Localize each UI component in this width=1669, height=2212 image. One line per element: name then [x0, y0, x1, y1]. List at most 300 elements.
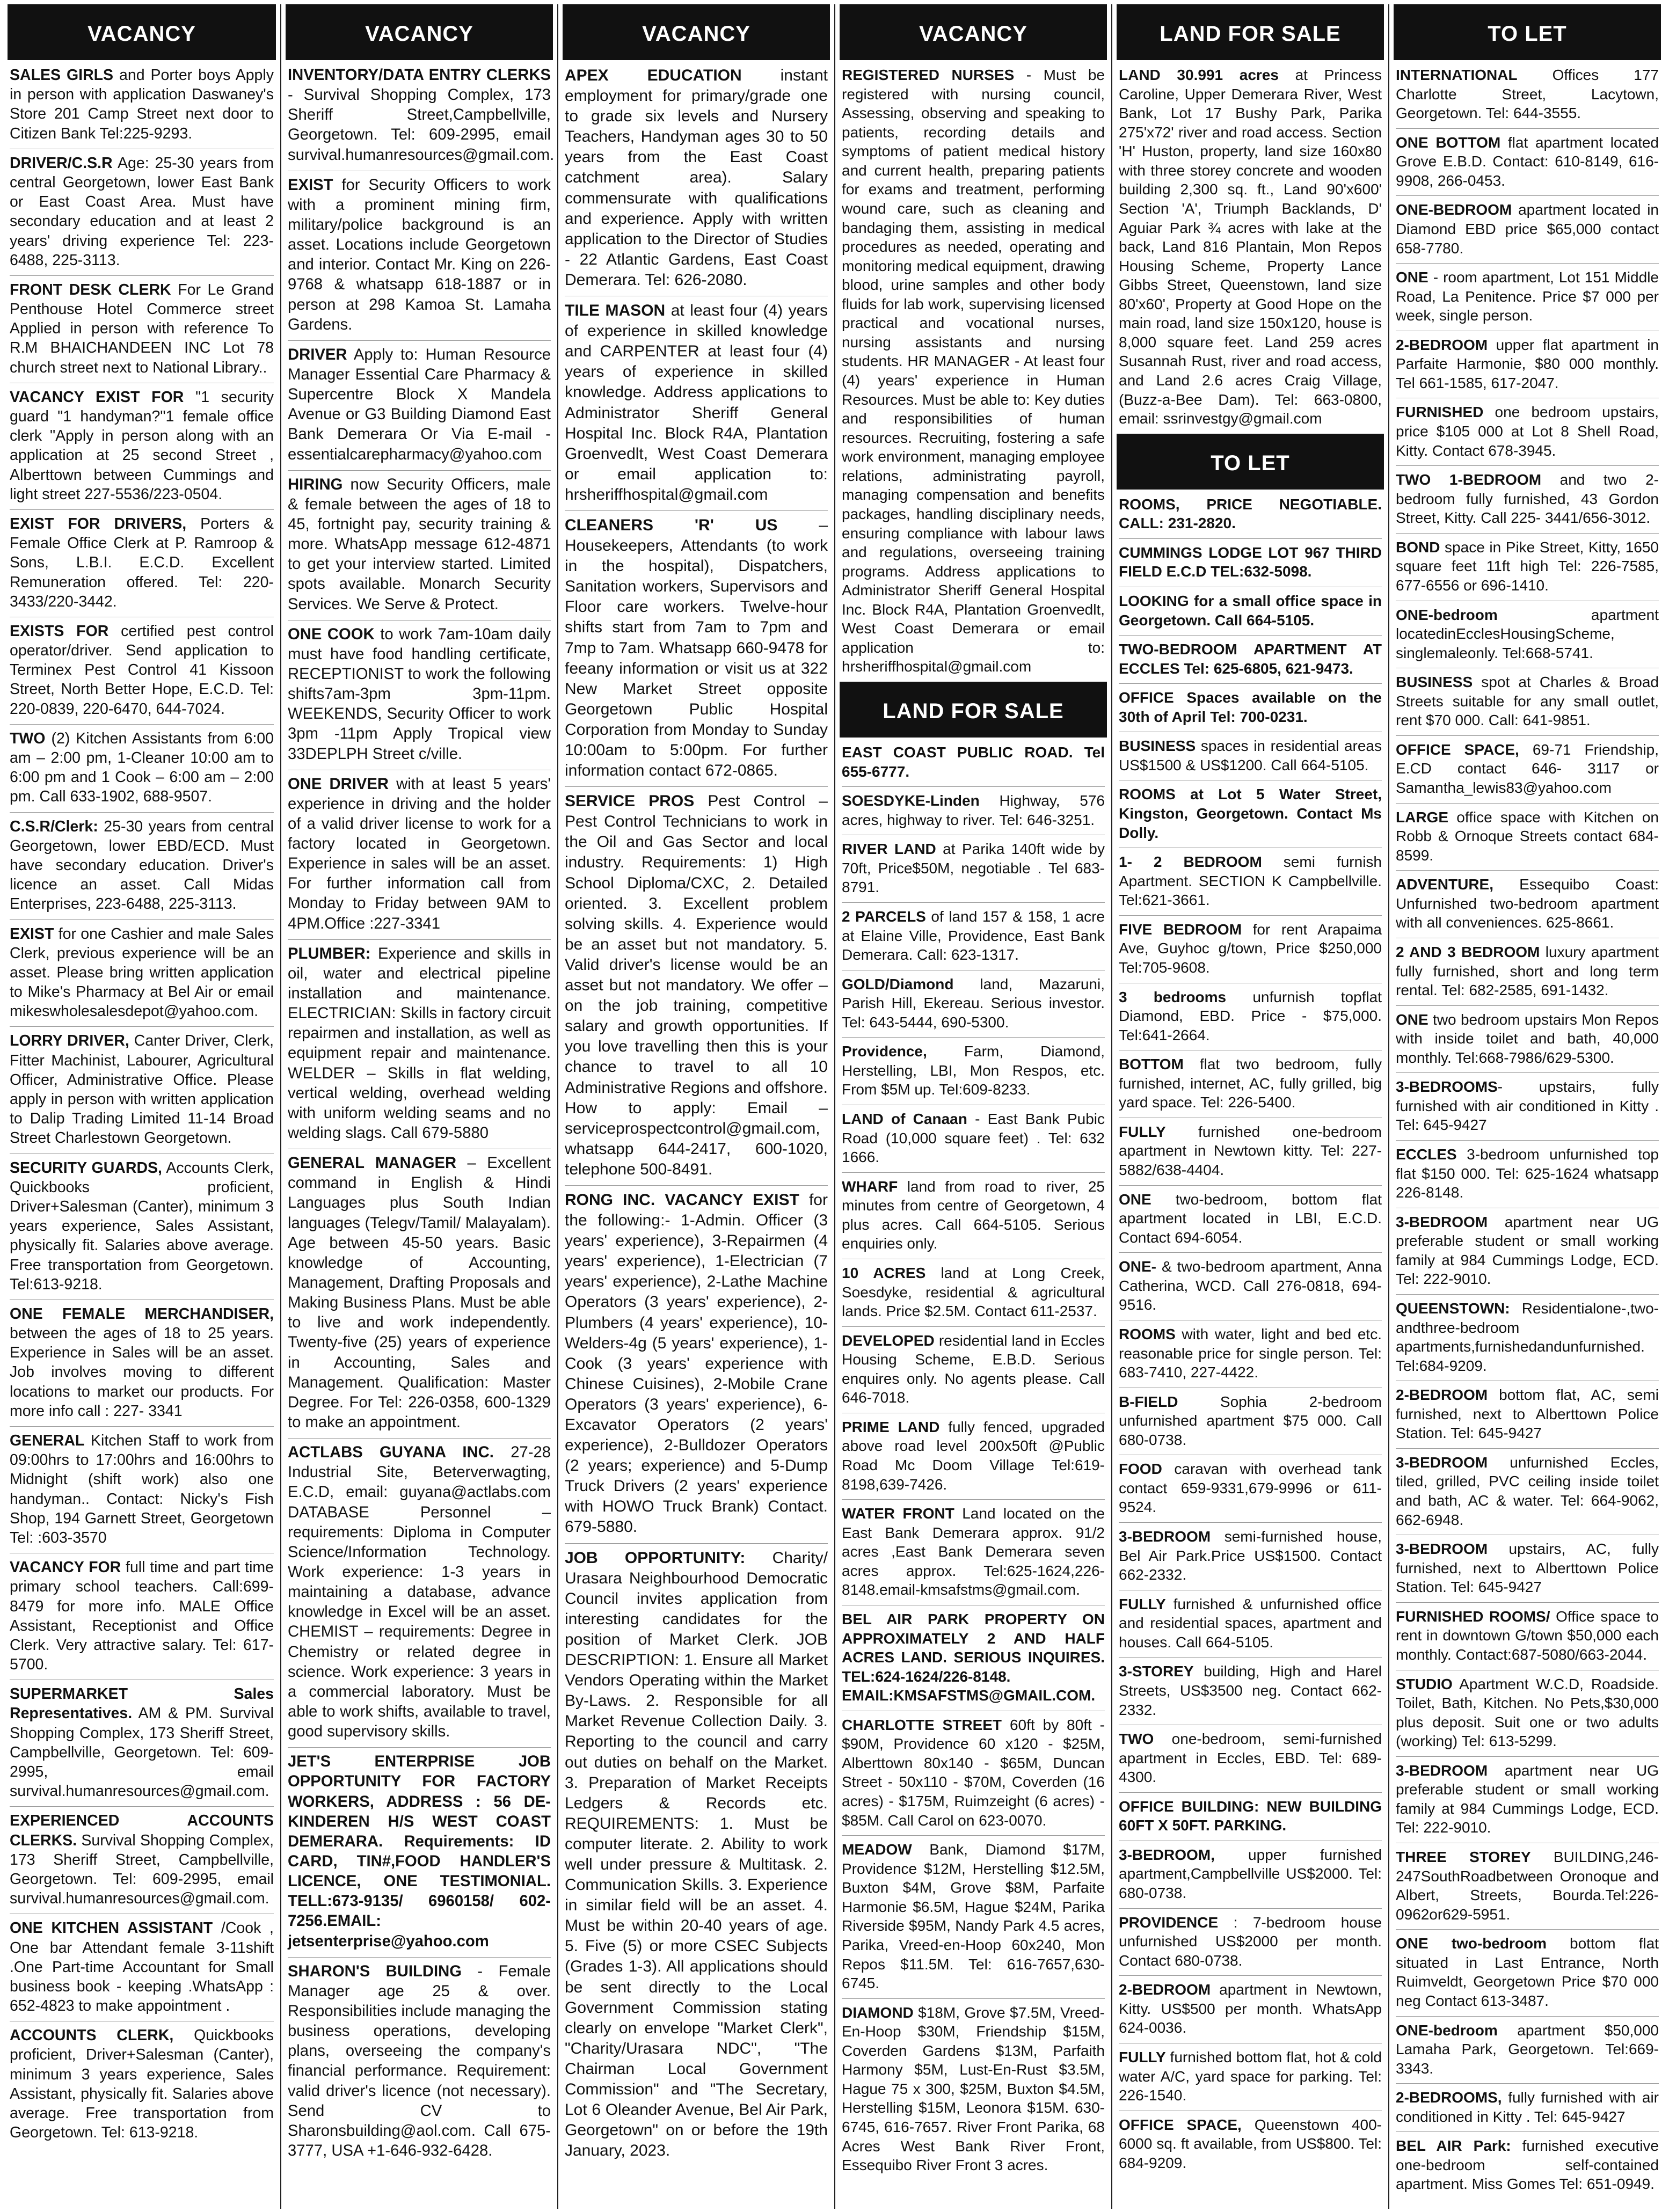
ad-headline: FULLY [1119, 2048, 1166, 2065]
ad-headline: SALES GIRLS [10, 67, 114, 84]
ad-headline: FURNISHED [1396, 404, 1484, 421]
classified-ad [1396, 1010, 1659, 1070]
ad-body: and two 2-bedroom fully furnished, 43 Gordon Street, Kitty. Call 225- 3441/656-3012. [1396, 471, 1659, 527]
classified-ad [288, 1443, 551, 1744]
ad-body: to work 7am-10am daily must have food handling certificate, RECEPTIONIST to work the following shifts7am-3pm 3pm-11pm. WEEKENDS, Security Officer to work 3pm -11pm Apply Tropical view 33DEPLPH Street c/ville. [288, 625, 551, 763]
classified-ad [1396, 605, 1659, 665]
ad-headline: 3-BEDROOM [1396, 1541, 1488, 1558]
ad-body: of land 157 & 158, 1 acre at Elaine Ville, Providence, East Bank Demerara. Call: 623-1317. [842, 908, 1105, 963]
ad-headline: GOLD/Diamond [842, 975, 954, 992]
ad-divider [1396, 2083, 1659, 2084]
classified-ad [842, 1109, 1105, 1169]
ad-headline: 2-BEDROOM [1396, 336, 1488, 353]
ad-body: one bedroom upstairs, price $105 000 at Lot 8 Shell Road, Kitty. Contact 678-3945. [1396, 404, 1659, 459]
ad-body: apartment near UG preferable student or small working family at 984 Cummings Lodge, ECD. Tel: 222-9010. [1396, 1762, 1659, 1836]
classified-ad [1396, 538, 1659, 597]
ad-headline: 3 bedrooms [1119, 988, 1227, 1005]
ad-body: two bedroom upstairs Mon Repos with inside toilet and bath, 40,000 monthly. Tel:668-7986/629-5300. [1396, 1011, 1659, 1066]
classified-ad [842, 1177, 1105, 1255]
ad-headline: TWO [10, 729, 46, 747]
ad-body: For Le Grand Penthouse Hotel Commerce street Applied in person with reference To R.M BHAICHANDEEN INC Lot 78 church street next to National Library.. [10, 281, 274, 376]
ad-headline: 2 AND 3 BEDROOM [1396, 943, 1540, 960]
ad-headline: ROOMS [1119, 1325, 1176, 1342]
ad-body: AM & PM. Survival Shopping Complex, 173 Sheriff Street, Campbellville, Georgetown. Tel: 609-2995, email survival.humanresources@gmail.com. [10, 1705, 274, 1800]
ad-divider [1396, 195, 1659, 196]
ad-body: unfurnished Eccles, tiled, grilled, PVC ceiling inside toilet and bath, AC & water. Tel: 664-9062, 662-6948. [1396, 1454, 1659, 1528]
ad-headline: ONE [1396, 1011, 1429, 1028]
ad-headline: ROOMS at Lot 5 Water Street, Kingston, Georgetown. Contact Ms Dolly. [1119, 786, 1382, 841]
ad-headline: TILE MASON [565, 302, 666, 320]
ad-body: now Security Officers, male & female between the ages of 18 to 45, fortnight pay, security training & more. WhatsApp message 612-4871 to get your interview started. Limited spots available. Monarch Security Services. We Serve & Protect. [288, 476, 551, 613]
classified-ad [565, 515, 828, 783]
classified-ad [842, 1042, 1105, 1101]
classified-ad [1396, 1077, 1659, 1137]
classified-ad [10, 1031, 274, 1150]
classified-ad [1119, 1325, 1382, 1384]
ad-divider [10, 724, 274, 725]
classified-ad [1119, 988, 1382, 1047]
ad-headline: FOOD [1119, 1461, 1162, 1478]
ad-headline: JET'S ENTERPRISE JOB OPPORTUNITY FOR FACTORY WORKERS, ADDRESS : 56 DE-KINDEREN H/S WEST COAST DEMERARA. Requirements: ID CARD, TIN#,FOOD HANDLER'S LICENCE, ONE TESTIMONIAL. TELL:673-9135/ 6960158/ 602-7256.EMAIL: jetsenterprise@yahoo.com [288, 1753, 551, 1950]
ad-body: fully fenced, upgraded above road level 200x50ft @Public Road Mc Doom Village Tel:619-8198,639-7426. [842, 1418, 1105, 1493]
section-header: TO LET [1117, 434, 1384, 490]
ad-body: luxury apartment fully furnished, short and long term rental. Tel: 682-2585, 691-1432. [1396, 943, 1659, 999]
ad-body: Pest Control – Pest Control Technicians to work in the Oil and Gas Sector and local industry. Requirements: 1) High School Diploma/CXC, 2. Detailed oriented. 3. Excellent problem solving skills. 4. Experience would be an asset but not mandatory. 5. Valid driver's license would be an asset but not mandatory. We offer – on the job training, competitive salary and growth opportunities. If you love travelling then this is your chance to travel to all 10 Administrative Regions and offshore. How to apply: Email – serviceprospectcontrol@gmail.com, whatsapp 644-2417, 600-1020, telephone 500-8491. [565, 792, 828, 1178]
ad-headline: 3-BEDROOM [1396, 1762, 1488, 1779]
section-header: TO LET [1394, 4, 1661, 60]
ad-divider [1119, 1252, 1382, 1253]
ad-body: furnished executive one-bedroom self-contained apartment. Miss Gomes Tel: 651-0949. [1396, 2137, 1659, 2193]
ad-divider [288, 340, 551, 341]
classified-ad [288, 475, 551, 617]
ad-body: upper flat apartment in Parfaite Harmonie, $80 000 monthly. Tel 661-1585, 617-2047. [1396, 336, 1659, 391]
ad-headline: ECCLES [1396, 1146, 1457, 1163]
classified-ad [1119, 736, 1382, 777]
column-4 [834, 4, 1111, 2209]
ad-body: 25-30 years from central Georgetown, lower EBD/ECD. Must have secondary education. Driver's licence an asset. Call Midas Enterprises, 223-6488, 225-3113. [10, 817, 274, 913]
ad-headline: ONE BOTTOM [1396, 134, 1501, 151]
ad-divider [288, 939, 551, 940]
classified-ad [842, 1840, 1105, 1995]
classified-ad [1119, 1662, 1382, 1721]
ad-divider [1396, 1929, 1659, 1930]
ad-headline: WATER FRONT [842, 1505, 954, 1522]
ad-body: furnished one-bedroom apartment in Newtown kitty. Tel: 227-5882/638-4404. [1119, 1123, 1382, 1178]
ad-headline: RONG INC. VACANCY EXIST [565, 1191, 799, 1209]
classified-ad [565, 65, 828, 293]
ad-divider [288, 1747, 551, 1748]
ad-headline: ONE two-bedroom [1396, 1935, 1547, 1952]
ad-divider [1119, 683, 1382, 684]
classified-ad [842, 1331, 1105, 1410]
classified-ad [1119, 1913, 1382, 1973]
ad-divider [842, 1326, 1105, 1327]
ad-headline: OFFICE BUILDING: NEW BUILDING 60FT X 50FT. PARKING. [1119, 1798, 1382, 1834]
classified-ad [842, 65, 1105, 678]
ad-headline: 3-BEDROOMS [1396, 1078, 1498, 1096]
classified-ad [565, 301, 828, 507]
column-6 [1388, 4, 1665, 2209]
ad-body: instant employment for primary/grade one to grade six levels and Nursery Teachers, Handyman ages 30 to 50 years from the East Coast catchment area). Salary commensurate with qualifications and experience. Apply with written application to the Director of Studies - 22 Atlantic Gardens, East Coast Demerara. Tel: 626-2080. [565, 67, 828, 289]
ad-headline: GENERAL [10, 1432, 85, 1449]
ads-list [565, 65, 828, 2163]
ad-body: Highway, 576 acres, highway to river. Tel: 646-3251. [842, 792, 1105, 828]
ad-body: fully furnished with air conditioned in Kitty . Tel: 645-9427 [1396, 2089, 1659, 2125]
ad-divider [288, 1957, 551, 1958]
ad-body: furnished & unfurnished office and residential spaces, apartment and houses. Call 664-5105. [1119, 1595, 1382, 1651]
ad-headline: FURNISHED ROOMS/ [1396, 1608, 1550, 1625]
ad-body: – Housekeepers, Attendants (to work in the hospital), Dispatchers, Sanitation workers, Supervisors and Floor care workers. Twelve-hour shifts start from 7am to 7pm and 7mp to 7am. Whatsapp 660-9478 for feeany information or visit us at 322 New Market Street opposite Georgetown Public Hospital Corporation from Monday to Sunday 10:00am to 5:00pm. For further information contact 672-0865. [565, 516, 828, 780]
ad-divider [1396, 1072, 1659, 1073]
ad-headline: ONE DRIVER [288, 775, 389, 793]
ad-divider [1119, 1522, 1382, 1523]
classified-ad [288, 775, 551, 936]
ad-body: Kitchen Staff to work from 09:00hrs to 17:00hrs and 16:00hrs to Midnight (shift work) also one handyman.. Contact: Nicky's Fish Shop, 194 Garnett Street, Georgetown Tel: :603-3570 [10, 1432, 274, 1546]
classified-ad [1396, 1299, 1659, 1377]
ads-list [1396, 65, 1659, 2196]
classified-ad [1396, 268, 1659, 327]
ad-headline: C.S.R/Clerk: [10, 817, 98, 835]
ad-body: Survival Shopping Complex, 173 Sheriff Street, Campbellville, Georgetown. Tel: 609-2995, email survival.humanresources@gmail.com. [10, 1831, 274, 1908]
ad-divider [1396, 1140, 1659, 1141]
ad-body: at Parika 140ft wide by 70ft, Price$50M, negotiable . Tel 683-8791. [842, 841, 1105, 896]
classified-ad [1396, 1453, 1659, 1531]
ad-headline: EXIST FOR DRIVERS, [10, 515, 187, 532]
ad-divider [10, 275, 274, 276]
ad-headline: SECURITY GUARDS, [10, 1159, 162, 1177]
ad-headline: 3-BEDROOM [1396, 1454, 1488, 1471]
ad-headline: ONE-bedroom [1396, 606, 1498, 623]
ad-headline: TWO-BEDROOM APARTMENT AT ECCLES Tel: 625-6805, 621-9473. [1119, 641, 1382, 677]
classified-ad [1119, 852, 1382, 912]
ad-headline: FULLY [1119, 1123, 1166, 1140]
ad-divider [10, 1426, 274, 1427]
ad-divider [10, 1026, 274, 1027]
ad-headline: SHARON'S BUILDING [288, 1962, 462, 1980]
ad-body: between the ages of 18 to 25 years. Experience in Sales will be an asset. Job involves moving to different locations to market our products. For more info call : 227- 3341 [10, 1325, 274, 1420]
classified-ad [1396, 740, 1659, 800]
ad-divider [1396, 735, 1659, 736]
ad-body: bottom flat, AC, semi furnished, next to Alberttown Police Station. Tel: 645-9427 [1396, 1386, 1659, 1442]
classified-ad [10, 1431, 274, 1550]
ad-body: for the following:- 1-Admin. Officer (3 years' experience), 3-Repairmen (4 years' experience), 1-Electrician (7 years' experience), 2-Lathe Machine Operators (3 years' experience), 2- Plumbers (4 years' experience), 10-Welders-4g (5 years' experience), 1-Cook (3 years' experience with Chinese Cuisines), 2-Mobile Crane Operators (3 years' experience), 6-Excavator Operators (2 years' experience), 2-Bulldozer Operators (2 years; experience) and 5-Dump Truck Drivers (2 years' experience with HOWO Truck Brank) Contact. 679-5880. [565, 1191, 828, 1536]
ads-list [288, 65, 555, 2163]
classified-ad [1396, 1213, 1659, 1291]
ad-body: apartment locatedinEcclesHousingScheme, singlemaleonly. Tel:668-5741. [1396, 606, 1659, 661]
ad-headline: STUDIO [1396, 1675, 1453, 1692]
classified-ad [1119, 1845, 1382, 1905]
ad-headline: BEL AIR PARK PROPERTY ON APPROXIMATELY 2 AND HALF ACRES LAND. SERIOUS INQUIRES. TEL:624-1624/226-8148. EMAIL:KMSAFSTMS@GMAIL.COM. [842, 1610, 1105, 1704]
ad-body: for Security Officers to work with a prominent mining firm, military/police background is an asset. Locations include Georgetown and interior. Contact Mr. King on 226-9768 & whatsapp 618-1887 or in person at 298 Kamoa St. Lamaha Gardens. [288, 176, 551, 333]
ad-headline: ONE-bedroom [1396, 2021, 1498, 2039]
ad-headline: ADVENTURE, [1396, 876, 1494, 893]
classified-ad [842, 1715, 1105, 1832]
classified-ad [1396, 200, 1659, 260]
ad-body: - room apartment, Lot 151 Middle Road, La Penitence. Price $7 000 per week, single person. [1396, 269, 1659, 324]
ad-body: land from road to river, 25 minutes from centre of Georgetown, 4 plus acres. Call 664-5105. Serious enquiries only. [842, 1178, 1105, 1252]
ad-headline: EXPERIENCED ACCOUNTS CLERKS. [10, 1812, 274, 1849]
ad-headline: PROVIDENCE [1119, 1914, 1219, 1931]
ad-body: Apartment W.C.D, Roadside. Toilet, Bath, Kitchen. No Pets,$30,000 plus deposit. Suit one or two adults (working) Tel: 613-5299. [1396, 1675, 1659, 1750]
ad-headline: ROOMS, PRICE NEGOTIABLE. CALL: 231-2820. [1119, 495, 1382, 532]
ad-headline: ONE- [1119, 1258, 1156, 1275]
section-header: VACANCY [840, 4, 1107, 60]
ad-body: Age: 25-30 years from central Georgetown, lower East Bank or East Coast Area. Must have secondary education and at least 2 years' driving experience Tel: 223-6488, 225-3113. [10, 154, 274, 269]
ad-divider [842, 1037, 1105, 1038]
classified-ad [288, 176, 551, 337]
classified-ad [1119, 1527, 1382, 1587]
ad-body: at least four (4) years of experience in skilled knowledge and CARPENTER at least four (4) years of experience in skilled knowledge. Address applications to Administrator Sheriff General Hospital Inc. Block R4A, Plantation Groenvedlt, West Coast Demerara or email application to: hrsheriffhospital@gmail.com [565, 302, 828, 503]
ad-headline: BUSINESS [1119, 738, 1196, 755]
ad-body: - Must be registered with nursing council, Assessing, observing and speaking to patients, recording details and symptoms of patient medical history and current health, preparing patients for exams and treatment, performing wound care, such as cleaning and bandaging them, assisting in medical procedures as needed, operating and monitoring medical equipment, drawing blood, urine samples and other body fluids for lab work, supervising licensed practical and vocational nurses, nursing assistants and nursing students. HR MANAGER - At least four (4) years' experience in Human Resources. Must be able to: Key duties and responsibilities of human resources. Recruiting, fostering a safe work environment, managing employee relations, administrating payroll, managing compensation and benefits packages, handling disciplinary needs, ensuring compliance with labour laws and regulations, overseeing training programs. Address applications to Administrator Sheriff General Hospital Inc. Block R4A, Plantation Groenvedlt, West Coast Demerara or email application to: hrsheriffhospital@gmail.com [842, 67, 1105, 675]
ad-body: with water, light and bed etc. reasonable price for single person. Tel: 683-7410, 227-4422. [1119, 1325, 1382, 1381]
classified-ad [1119, 1797, 1382, 1837]
ad-headline: 3-BEDROOM, [1119, 1846, 1215, 1863]
classified-ad [1396, 133, 1659, 193]
ad-body: /Cook , One bar Attendant female 3-11shift .One Part-time Accountant for Small business book - keeping .WhatsApp : 652-4823 to make appointment . [10, 1919, 274, 2015]
ad-headline: JOB OPPORTUNITY: [565, 1549, 746, 1567]
classified-ad [1396, 673, 1659, 732]
classified-ad [1119, 543, 1382, 583]
ad-divider [1396, 803, 1659, 804]
ad-headline: CLEANERS 'R' US [565, 516, 778, 534]
ad-headline: ONE [1119, 1191, 1151, 1208]
ad-body: caravan with overhead tank contact 659-9331,679-9996 or 611-9524. [1119, 1461, 1382, 1516]
ad-body: land, Mazaruni, Parish Hill, Ekereau. Serious investor. Tel: 643-5444, 690-5300. [842, 975, 1105, 1031]
ad-body: "1 security guard "1 handyman?"1 female office clerk "Apply in person along with an application at 25 second Street , Alberttown between Cummings and light street 227-5536/223-0504. [10, 388, 274, 503]
classified-ad [288, 1752, 551, 1953]
ad-divider [1396, 1756, 1659, 1757]
classified-ad [10, 729, 274, 809]
ad-headline: DIAMOND [842, 2004, 914, 2021]
classified-ad [842, 1418, 1105, 1496]
classified-ad [842, 907, 1105, 967]
classified-ad [1396, 1539, 1659, 1599]
ad-headline: EXIST [10, 925, 54, 943]
classified-ad [10, 1158, 274, 1296]
ad-body: Canter Driver, Clerk, Fitter Machinist, Labourer, Agricultural Officer, Administrative Office. Please apply in person with written application to Dalip Trading Limited 11-14 Broad Street Charlestown Georgetown. [10, 1032, 274, 1147]
ad-divider [565, 510, 828, 511]
ad-divider [1396, 1005, 1659, 1006]
classified-ad [1119, 495, 1382, 535]
ad-headline: DRIVER/C.S.R [10, 154, 113, 172]
ad-headline: VACANCY FOR [10, 1559, 121, 1576]
ad-divider [1396, 465, 1659, 466]
classified-ad [10, 1558, 274, 1676]
ad-divider [1119, 538, 1382, 539]
classified-ad [565, 1548, 828, 2164]
ad-headline: LOOKING for a small office space in Georgetown. Call 664-5105. [1119, 592, 1382, 629]
ad-headline: REGISTERED NURSES [842, 67, 1015, 83]
ad-headline: ONE COOK [288, 625, 375, 643]
ad-body: BUILDING,246-247SouthRoadbetween Oronoque and Albert, Streets, Bourda.Tel:226-0962or629-5951. [1396, 1849, 1659, 1923]
ad-body: Quickbooks proficient, Driver+Salesman (Canter), minimum 3 years experience, Sales Assistant, physically fit. Salaries above average. Free transportation from Georgetown. Tel: 613-9218. [10, 2027, 274, 2142]
classified-ad [842, 975, 1105, 1034]
ad-divider [1119, 1792, 1382, 1793]
ad-headline: ACTLABS GUYANA INC. [288, 1444, 494, 1462]
ad-body: Office space to rent in downtown G/town $50,000 each monthly. Contact:687-5080/663-2044. [1396, 1608, 1659, 1663]
ad-body: - Survival Shopping Complex, 173 Sheriff Street,Campbellville, Georgetown. Tel: 609-2995, email survival.humanresources@gmail.com. [288, 86, 555, 164]
ad-headline: LORRY DRIVER, [10, 1032, 129, 1050]
ad-headline: 2 PARCELS [842, 908, 926, 925]
classified-ad [1119, 1595, 1382, 1654]
ad-headline: Providence, [842, 1043, 927, 1060]
ad-headline: QUEENSTOWN: [1396, 1300, 1510, 1317]
ad-body: apartment located in Diamond EBD price $65,000 contact 658-7780. [1396, 201, 1659, 257]
ad-headline: WHARF [842, 1178, 898, 1195]
ad-divider [1119, 1908, 1382, 1909]
classified-ad [1119, 1729, 1382, 1789]
ad-headline: OFFICE Spaces available on the 30th of April Tel: 700-0231. [1119, 689, 1382, 725]
classified-ad [10, 817, 274, 916]
classified-ad [565, 791, 828, 1182]
ad-divider [288, 1438, 551, 1439]
classified-ad [842, 2003, 1105, 2177]
ad-headline: LAND of Canaan [842, 1111, 967, 1127]
ad-headline: HIRING [288, 476, 343, 493]
classified-ad [1119, 65, 1382, 430]
ad-headline: MEADOW [842, 1841, 912, 1858]
ad-headline: VACANCY EXIST FOR [10, 388, 184, 406]
ad-headline: EXISTS FOR [10, 622, 109, 640]
ad-body: land at Long Creek, Soesdyke, residential & agricultural lands. Price $2.5M. Contact 611-2537. [842, 1264, 1105, 1320]
ad-body: : 7-bedroom house unfurnished US$2000 per month. Contact 680-0738. [1119, 1914, 1382, 1969]
ad-body: at Princess Caroline, Upper Demerara River, West Bank, Lot 17 Bushy Park, Parika 275'x72' river and road access. Section 'H' Huston, property, land size 160x80 with three storey concrete and wooden building 2,300 sq. ft., Land 90'x600' Section 'A', Triumph Backlands, D' Aguiar Park ¾ acres with lake at the back, Land 816 Plantain, Mon Repos Housing Scheme, Property Lance Gibbs Street, Queenstown, land size 80'x60', Property at Good Hope on the main road, land size 150x120, house is 8,000 square feet. Land 259 acres Susannah Rust, river and road access, and Land 2.6 acres Craig Village, (Buzz-a-Bee Dam). Tel: 663-0800, email: ssrinvestgy@gmail.com [1119, 67, 1382, 427]
ad-body: Bank, Diamond $17M, Providence $12M, Herstelling $12.5M, Buxton $4M, Grove $8M, Parfaite Harmonie $6.5M, Hague $24M, Parika Riverside $95M, Nandy Park 4.5 acres, Parika, Vreed-en-Hoop 60x240, Mon Repos $11.5M. Tel: 616-7657,630-6745. [842, 1841, 1105, 1992]
classified-ad [1396, 1934, 1659, 2012]
ad-headline: SOESDYKE-Linden [842, 792, 980, 809]
ad-body: semi furnish Apartment. SECTION K Campbellville. Tel:621-3661. [1119, 853, 1382, 909]
ad-body: with at least 5 years' experience in driving and the holder of a valid driver license to work for a factory located in Georgetown. Experience in sales will be an asset. For further information call from Monday to Friday between 9AM to 4PM.Office :227-3341 [288, 775, 551, 932]
classified-ad [1119, 592, 1382, 632]
classified-ad [1396, 403, 1659, 462]
column-2 [280, 4, 557, 2209]
ad-headline: PRIME LAND [842, 1418, 940, 1435]
classified-ad [1396, 1145, 1659, 1204]
classified-ad [10, 514, 274, 614]
classified-ad [10, 2026, 274, 2144]
ad-divider [1396, 128, 1659, 129]
ad-body: bottom flat situated in Last Entrance, North Ruimveldt, Georgetown Price $70 000 neg Contact 613-3487. [1396, 1935, 1659, 2009]
ad-body: two-bedroom, bottom flat apartment located in LBI, E.C.D. Contact 694-6054. [1119, 1191, 1382, 1246]
ad-divider [1396, 2016, 1659, 2017]
ad-headline: 3-BEDROOM [1119, 1528, 1211, 1545]
classified-ad [842, 839, 1105, 899]
classified-ad [288, 1154, 551, 1435]
ad-headline: 3-STOREY [1119, 1663, 1194, 1680]
ad-body: flat two bedroom, fully furnished, internet, AC, fully grilled, big yard space. Tel: 226-5400. [1119, 1056, 1382, 1111]
ad-body: 27-28 Industrial Site, Beterverwagting, E.C.D, email: guyana@actlabs.com DATABASE Personnel – requirements: Diploma in Computer Science/Information Technology. Work experience: 1-3 years in maintaining a database, advance knowledge in Excel will be an asset. CHEMIST – requirements: Degree in Chemistry or related degree in science. Work experience: 3 years in a commercial laboratory. Must be able to work shifts, available to travel, good supervisory skills. [288, 1444, 551, 1741]
ad-headline: 2-BEDROOM [1396, 1386, 1488, 1404]
classified-ad [1396, 65, 1659, 125]
classified-ad [842, 743, 1105, 783]
classified-ad [1119, 785, 1382, 844]
ads-list [10, 65, 274, 2144]
ad-body: spot at Charles & Broad Streets suitable for any small outlet, rent $70 000. Call: 641-9851. [1396, 674, 1659, 729]
ad-divider [1396, 1448, 1659, 1449]
ad-body: semi-furnished house, Bel Air Park.Price US$1500. Contact 662-2332. [1119, 1528, 1382, 1583]
ads-list [1119, 65, 1382, 430]
classified-ad [1396, 1385, 1659, 1445]
classifieds-page [3, 4, 1666, 2209]
ad-divider [1119, 635, 1382, 636]
ad-body: certified pest control operator/driver. Send application to Terminex Pest Control 41 Kissoon Street, North Better Hope, E.C.D. Tel: 220-0839, 220-6470, 644-7024. [10, 622, 274, 718]
classified-ad [842, 1264, 1105, 1323]
ad-headline: 2-BEDROOM [1119, 1981, 1211, 1998]
ad-divider [565, 786, 828, 787]
ad-headline: DEVELOPED [842, 1332, 935, 1349]
ad-headline: THREE STOREY [1396, 1849, 1531, 1865]
section-header: VACANCY [563, 4, 830, 60]
ad-divider [1396, 2131, 1659, 2132]
ad-headline: LARGE [1396, 808, 1448, 826]
classified-ad [1119, 2048, 1382, 2107]
classified-ad [10, 924, 274, 1024]
classified-ad [1119, 1257, 1382, 1317]
ad-headline: 2-BEDROOMS, [1396, 2089, 1502, 2106]
classified-ad [288, 345, 551, 467]
ad-body: apartment near UG preferable student or small working family at 984 Cummings Lodge, ECD. Tel: 222-9010. [1396, 1213, 1659, 1288]
ad-headline: EXIST [288, 176, 333, 194]
ad-body: Farm, Diamond, Herstelling, LBI, Mon Respos, etc. From $5M up. Tel:609-8233. [842, 1043, 1105, 1098]
ad-headline: FRONT DESK CLERK [10, 281, 171, 298]
ad-divider [10, 919, 274, 920]
classified-ad [10, 1918, 274, 2018]
classified-ad [1396, 875, 1659, 935]
ad-body: Essequibo Coast: Unfurnished two-bedroom apartment with all conveniences. 625-8661. [1396, 876, 1659, 931]
ad-body: flat apartment located Grove E.B.D. Contact: 610-8149, 616-9908, 266-0453. [1396, 134, 1659, 189]
ad-headline: ACCOUNTS CLERK, [10, 2027, 174, 2045]
ad-body: apartment in Newtown, Kitty. US$500 per month. WhatsApp 624-0036. [1119, 1981, 1382, 2036]
classified-ad [1119, 640, 1382, 680]
ad-headline: B-FIELD [1119, 1393, 1178, 1410]
ad-divider [10, 812, 274, 813]
classified-ad [1396, 1675, 1659, 1753]
ad-divider [842, 1998, 1105, 1999]
classified-ad [1119, 1122, 1382, 1182]
ad-body: apartment $50,000 Lamaha Park, Georgetown. Tel:669-3343. [1396, 2021, 1659, 2077]
ad-body: - Female Manager age 25 & over. Responsibilities include managing the business operations, developing plans, overseeing the company's financial performance. Requirement: valid driver's licence (not necessary). Send CV to Sharonsbuilding@aol.com. Call 675-3777, USA +1-646-932-6428. [288, 1962, 551, 2159]
classified-ad [842, 1504, 1105, 1602]
ad-divider [1396, 533, 1659, 534]
ad-body: 60ft by 80ft - $90M, Providence 60 x120 - $25M, Alberttown 80x140 - $65M, Duncan Street - 50x110 - $70M, Coverden (16 acres) - $175M, Ruimzeight (6 acres) - $85M. Call Carol on 623-0070. [842, 1716, 1105, 1829]
ad-headline: BEL AIR Park: [1396, 2137, 1511, 2155]
classified-ad [288, 944, 551, 1145]
ad-body: Experience and skills in oil, water and electrical pipeline installation and maintenance. ELECTRICIAN: Skills in factory circuit repairmen and installation, as well as equipment repair and maintenance. WELDER – Skills in flat welding, vertical welding, overhead welding with uniform welding seams and no welding slags. Call 679-5880 [288, 945, 551, 1142]
ad-headline: PLUMBER: [288, 945, 371, 962]
ad-body: unfurnish topflat Diamond, EBD. Price - $75,000. Tel:641-2664. [1119, 988, 1382, 1043]
ad-body: - East Bank Pubic Road (10,000 square feet) . Tel: 632 1666. [842, 1111, 1105, 1166]
ad-body: - upstairs, fully furnished with air conditioned in Kitty . Tel: 645-9427 [1396, 1078, 1659, 1134]
ad-divider [1119, 915, 1382, 916]
ad-body: one-bedroom, semi-furnished apartment in Eccles, EBD. Tel: 689-4300. [1119, 1731, 1382, 1786]
ad-divider [1396, 263, 1659, 264]
classified-ad [1396, 1761, 1659, 1839]
classified-ad [1119, 1055, 1382, 1114]
ad-headline: LAND 30.991 acres [1119, 67, 1279, 83]
classified-ad [1119, 1980, 1382, 2040]
classified-ad [10, 388, 274, 506]
ad-divider [1396, 870, 1659, 871]
classified-ad [10, 154, 274, 272]
ad-body: full time and part time primary school teachers. Call:699-8479 for more info. MALE Office Assistant, Receptionist and Office Clerk. Very attractive salary. Tel: 617-5700. [10, 1559, 274, 1674]
classified-ad [1396, 1607, 1659, 1667]
ad-headline: GENERAL MANAGER [288, 1155, 457, 1172]
ad-divider [565, 1543, 828, 1544]
classified-ad [1396, 2088, 1659, 2128]
ad-divider [1396, 1294, 1659, 1295]
classified-ad [10, 622, 274, 721]
